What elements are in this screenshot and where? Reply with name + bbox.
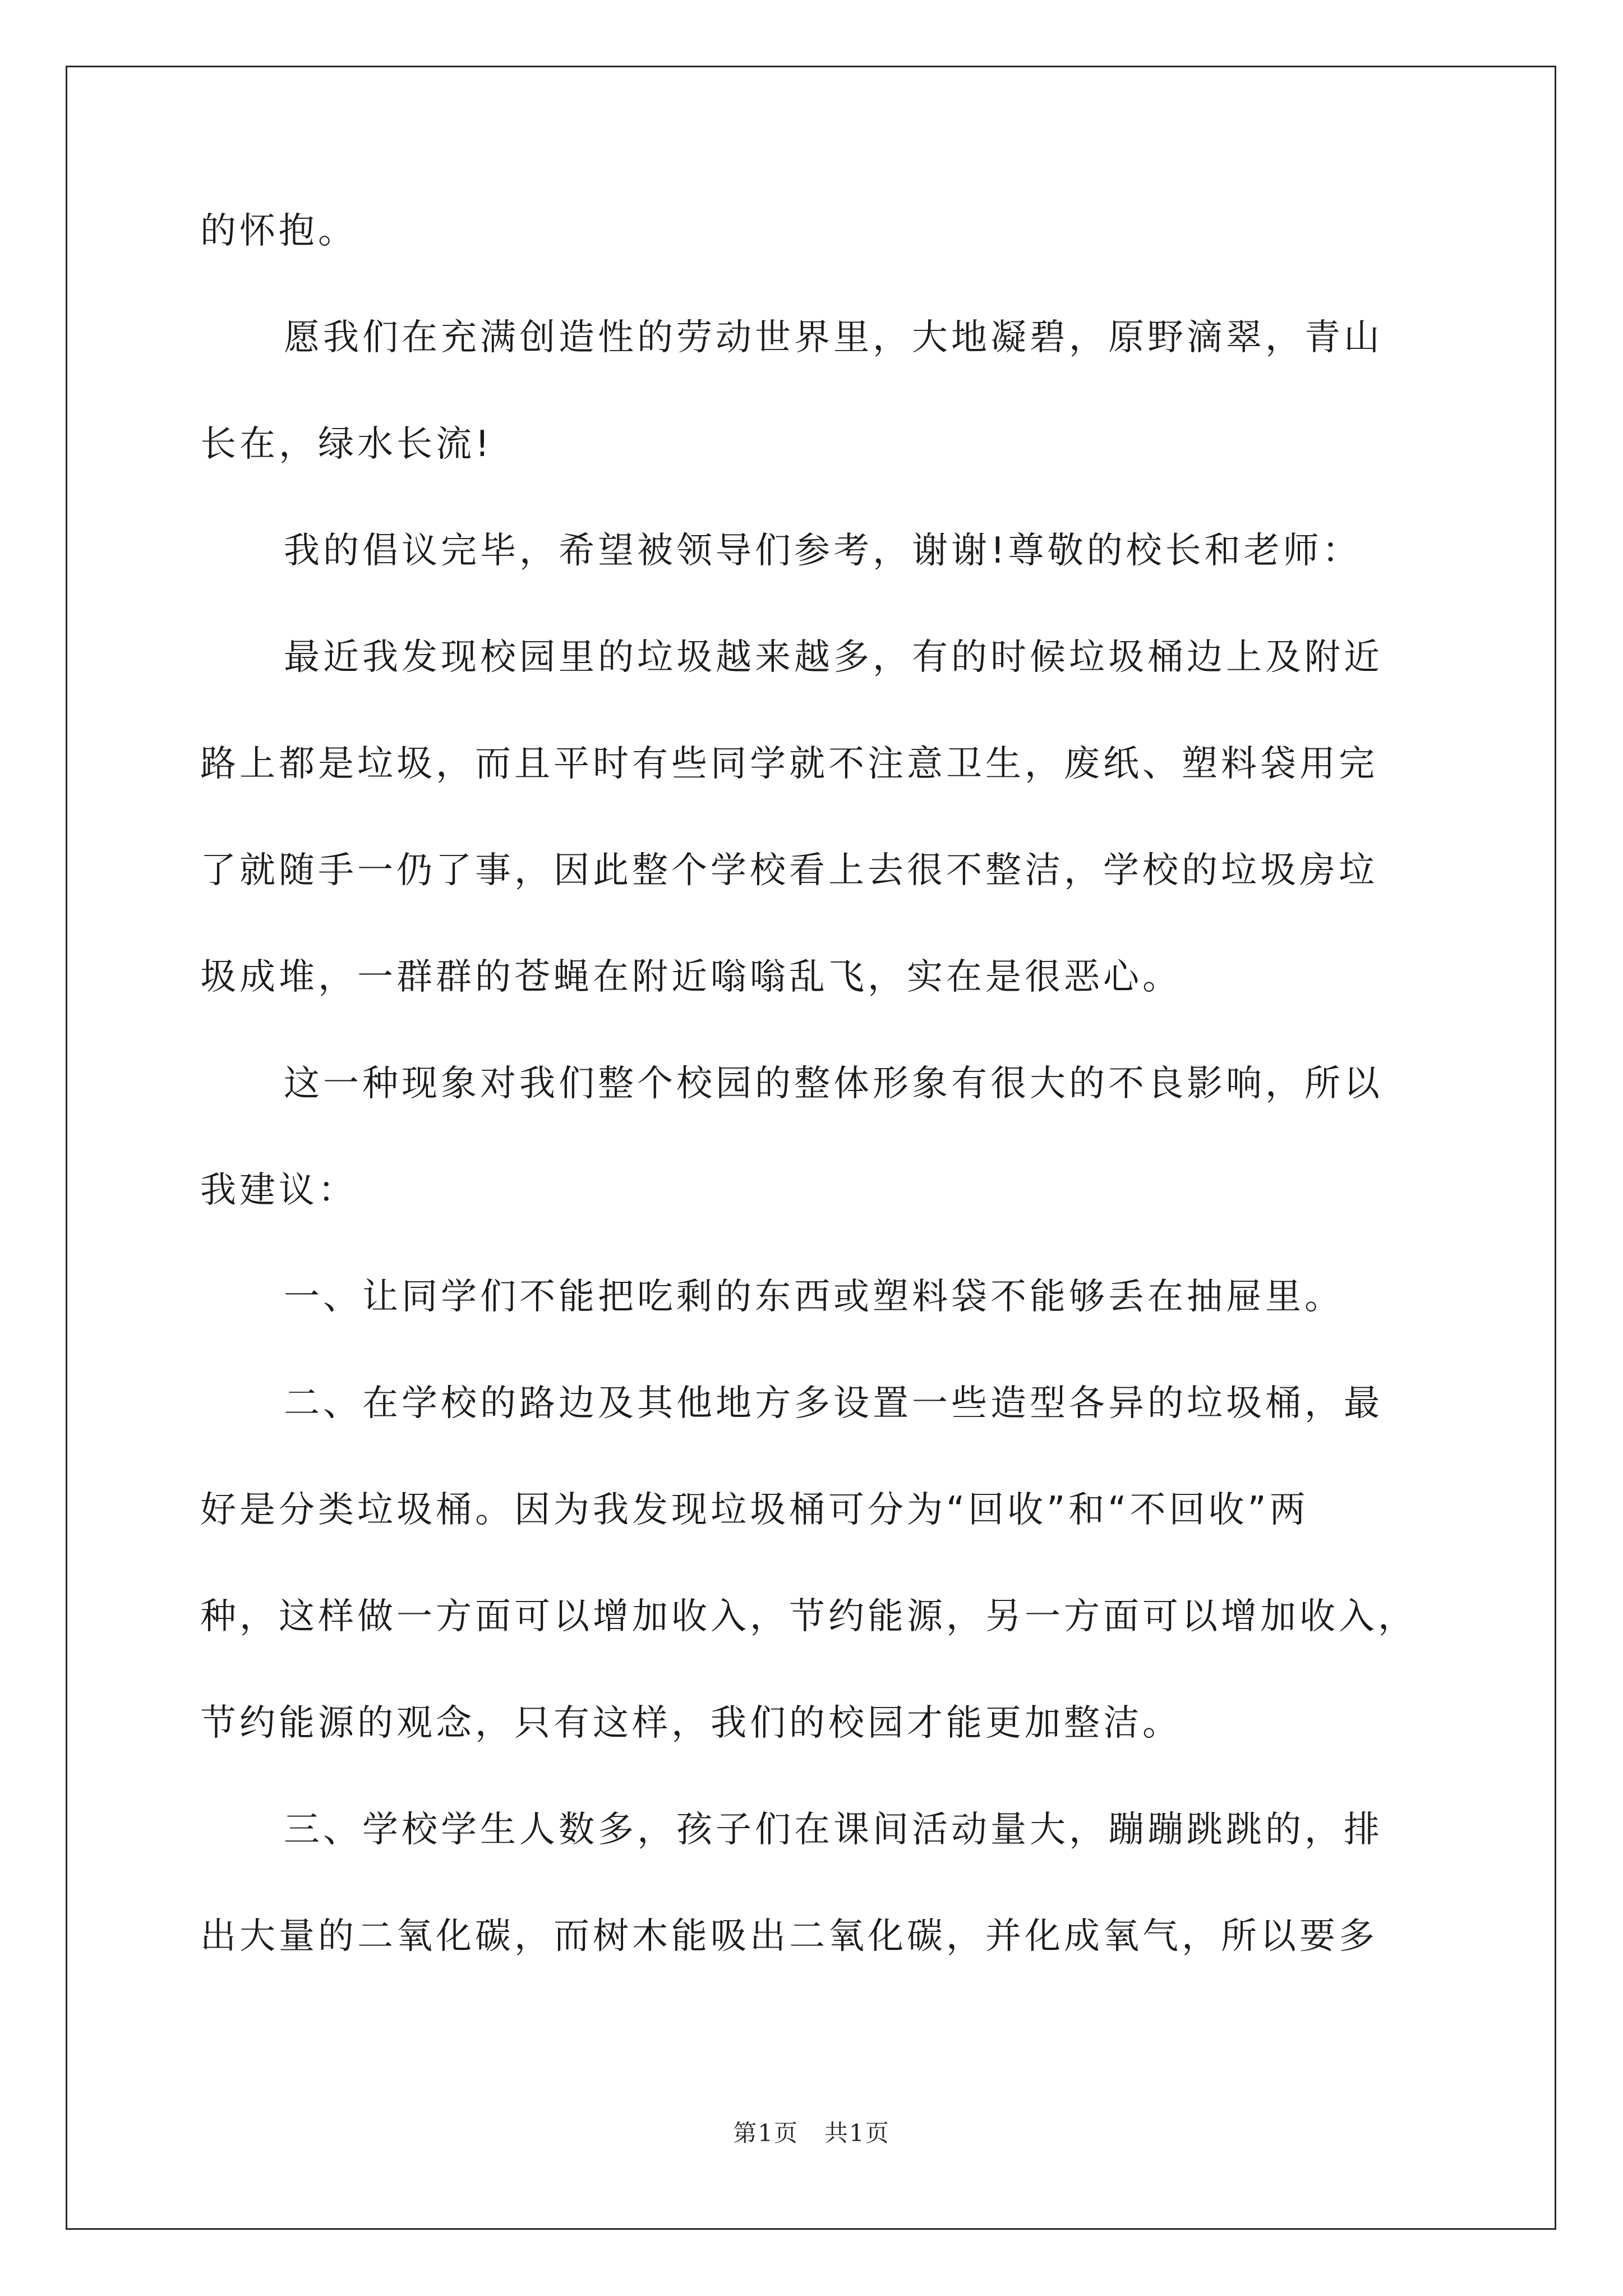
text-line: 出大量的二氧化碳，而树木能吸出二氧化碳，并化成氧气，所以要多 bbox=[200, 1916, 1378, 1957]
page-total: 共1页 bbox=[824, 2119, 890, 2147]
text-line: 三、学校学生人数多，孩子们在课间活动量大，蹦蹦跳跳的，排 bbox=[284, 1809, 1383, 1851]
text-line: 节约能源的观念，只有这样，我们的校园才能更加整洁。 bbox=[200, 1703, 1182, 1744]
text-line: 圾成堆，一群群的苍蝇在附近嗡嗡乱飞，实在是很恶心。 bbox=[200, 956, 1182, 998]
text-line: 长在，绿水长流! bbox=[200, 424, 493, 465]
text-line: 这一种现象对我们整个校园的整体形象有很大的不良影响，所以 bbox=[284, 1063, 1383, 1105]
text-line: 了就随手一仍了事，因此整个学校看上去很不整洁，学校的垃圾房垃 bbox=[200, 850, 1378, 891]
text-line: 我的倡议完毕，希望被领导们参考，谢谢!尊敬的校长和老师： bbox=[284, 530, 1362, 572]
text-line: 好是分类垃圾桶。因为我发现垃圾桶可分为“回收”和“不回收”两 bbox=[200, 1489, 1309, 1531]
text-line: 最近我发现校园里的垃圾越来越多，有的时候垃圾桶边上及附近 bbox=[284, 637, 1383, 678]
text-line: 一、让同学们不能把吃剩的东西或塑料袋不能够丢在抽屉里。 bbox=[284, 1276, 1344, 1318]
page-number: 第1页 bbox=[733, 2119, 799, 2147]
page-footer bbox=[0, 2115, 1623, 2148]
text-line: 的怀抱。 bbox=[200, 210, 357, 252]
text-line: 二、在学校的路边及其他地方多设置一些造型各异的垃圾桶，最 bbox=[284, 1383, 1383, 1424]
text-line: 我建议： bbox=[200, 1170, 357, 1211]
text-line: 路上都是垃圾，而且平时有些同学就不注意卫生，废纸、塑料袋用完 bbox=[200, 743, 1378, 785]
text-line: 种，这样做一方面可以增加收入，节约能源，另一方面可以增加收入， bbox=[200, 1596, 1417, 1637]
text-line: 愿我们在充满创造性的劳动世界里，大地凝碧，原野滴翠，青山 bbox=[284, 317, 1383, 358]
document-body bbox=[200, 210, 1434, 2026]
